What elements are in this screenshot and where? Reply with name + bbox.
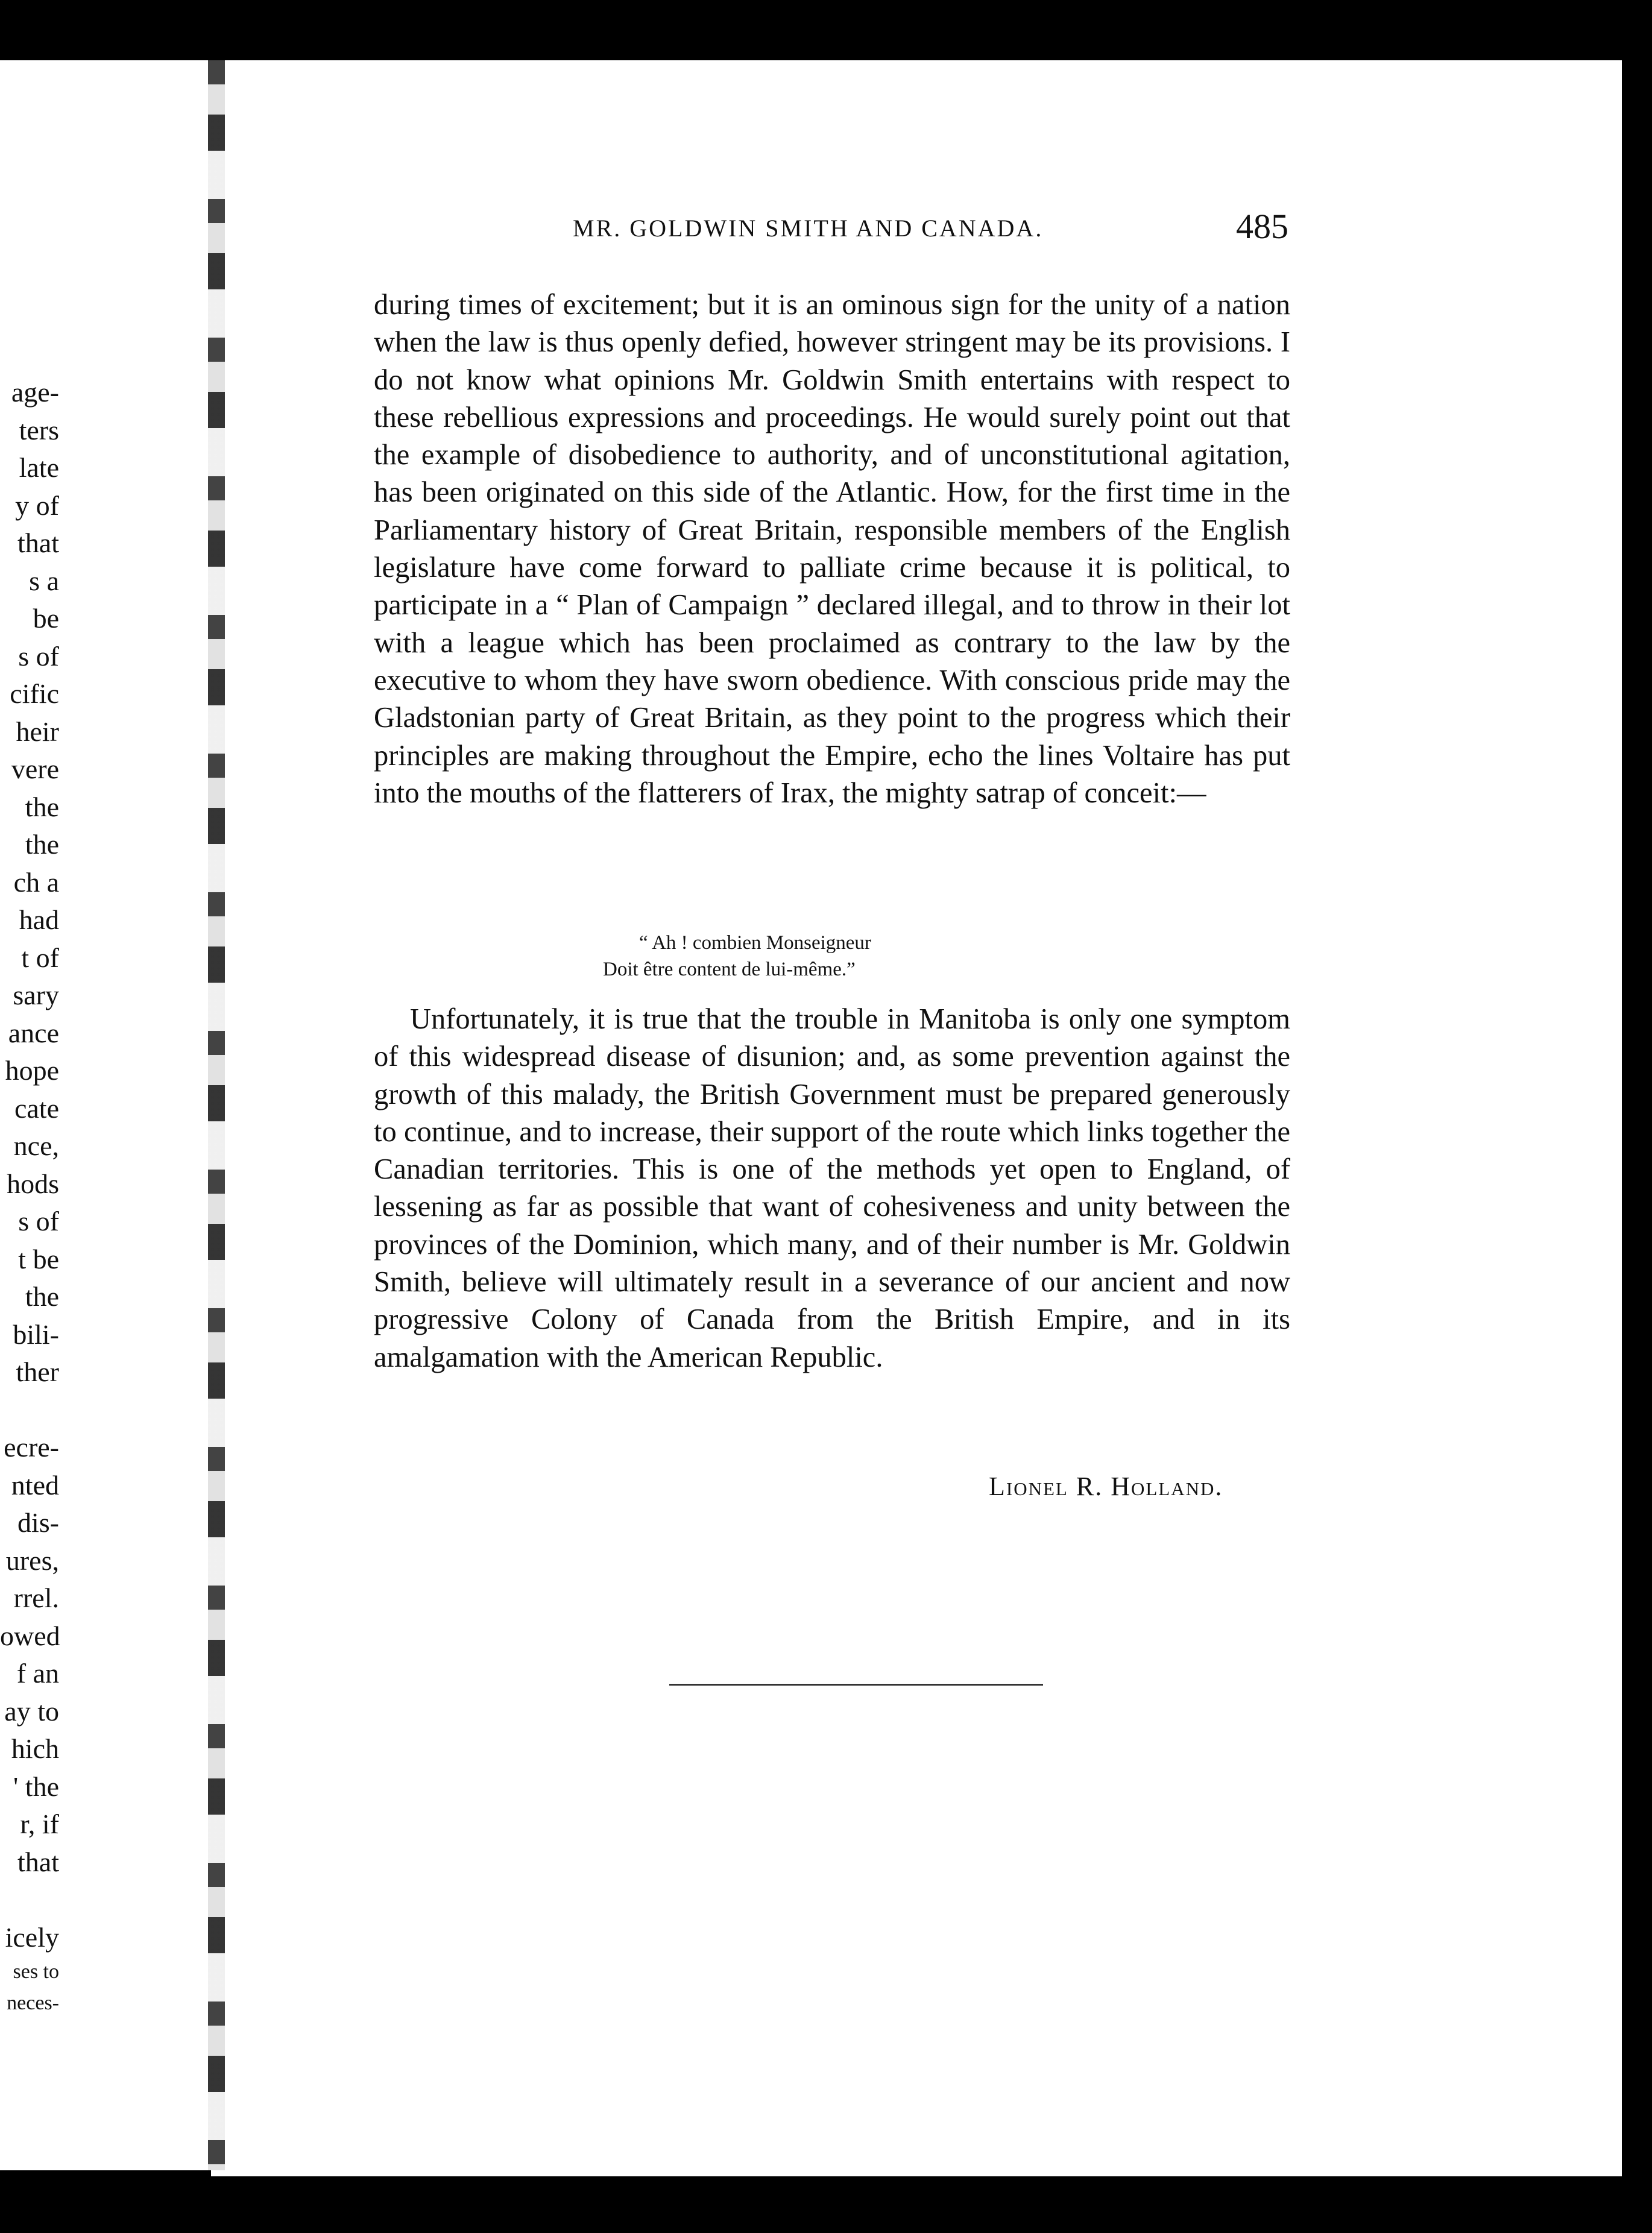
left-fragment-footnote-line: ses to — [13, 1961, 59, 1983]
left-fragment-line: ures, — [5, 1545, 59, 1576]
verse-quote — [603, 930, 871, 983]
left-fragment-line: ters — [19, 414, 59, 446]
left-fragment-line: vere — [11, 754, 59, 784]
left-fragment-line: t be — [18, 1243, 59, 1274]
page-number: 485 — [1236, 207, 1288, 246]
left-fragment-line: that — [17, 528, 59, 558]
left-fragment-line: hods — [7, 1168, 59, 1199]
left-fragment-footnote-line: neces- — [7, 1992, 59, 2014]
left-fragment-line: late — [19, 452, 59, 483]
left-fragment-line: had — [19, 904, 59, 935]
left-fragment-line: nce, — [13, 1130, 59, 1161]
left-fragment-line: r, if — [20, 1809, 59, 1839]
left-fragment-line: ay to — [4, 1695, 59, 1727]
left-fragment-line: owed — [0, 1620, 60, 1651]
paragraph-2: Unfortunately, it is true that the trouble in Manitoba is only one symptom of this widespread disease of disunion; and, as some prevention against the growth of this malady, the British Government must be prepared generously to continue, and to increase, their support of the route which links together the Canadian territories. This is one of the methods yet open to England, of lessening as far as possible that want of cohesiveness and unity between the provinces of the Dominion, which many, and of their number is Mr. Goldwin Smith, believe will ultimately result in a severance of our ancient and now progressive Colony of Canada from the British Empire, and in its amalgamation with the American Republic. — [374, 1003, 1290, 1373]
left-fragment-line: s of — [18, 1206, 59, 1236]
left-fragment-line: heir — [16, 716, 59, 747]
left-fragment-line: ' the — [13, 1771, 59, 1802]
left-fragment-line: that — [17, 1846, 59, 1877]
book-gutter — [208, 60, 225, 2170]
left-fragment-line: sary — [13, 980, 59, 1010]
left-fragment-line: f an — [16, 1658, 59, 1689]
left-fragment-line: rrel. — [13, 1583, 59, 1613]
paragraph-1: during times of excitement; but it is an ominous sign for the unity of a nation when the law is thus openly defied, however stringent may be its provisions. I do not know what opinions Mr. Goldwin Smith entertains with respect to these rebellious expressions and proceedings. He would surely point out that the example of disobedience to authority, and of unconstitutional agitation, has been originated on this side of the Atlantic. How, for the first time in the Parliamentary history of Great Britain, responsible members of the English legislature have come forward to palliate crime because it is political, to participate in a “ Plan of Campaign ” declared illegal, and to throw in their lot with a league which has been proclaimed as contrary to the law by the executive to whom they have sworn obedience. With conscious pride may the Gladstonian party of Great Britain, as they point to the progress which their principles are making throughout the Empire, echo the lines Voltaire has put into the mouths of the flatterers of Irax, the mighty satrap of conceit:— — [374, 289, 1290, 809]
left-fragment-line: t of — [21, 942, 59, 973]
left-fragment-line: dis- — [17, 1507, 59, 1538]
left-fragment-line: s a — [29, 565, 59, 596]
left-fragment-line: s of — [18, 640, 59, 672]
section-divider — [669, 1684, 1043, 1686]
left-fragment-line: nted — [11, 1469, 59, 1501]
left-page-text-fragment — [0, 374, 59, 2019]
left-fragment-line: ch a — [13, 866, 59, 898]
left-fragment-line: hope — [5, 1055, 59, 1086]
left-fragment-line — [0, 1391, 59, 1429]
left-fragment-line: ecre- — [4, 1432, 59, 1463]
running-title: MR. GOLDWIN SMITH AND CANADA. — [573, 215, 1044, 242]
left-fragment-line: the — [25, 1281, 59, 1312]
left-fragment-line: cific — [10, 678, 59, 709]
left-fragment-line: cate — [14, 1092, 59, 1124]
left-fragment-line: y of — [15, 490, 59, 521]
main-text — [374, 286, 1290, 812]
quote-line-2: Doit être content de lui-même.” — [603, 959, 856, 980]
author-signature: Lionel R. Holland. — [989, 1472, 1223, 1501]
quote-line-1: “ Ah ! combien Monseigneur — [639, 932, 871, 954]
left-fragment-line: ther — [16, 1356, 59, 1387]
main-text-continued — [374, 1001, 1290, 1376]
left-page — [0, 60, 211, 2170]
left-fragment-line: bili- — [13, 1318, 59, 1350]
left-fragment-line: icely — [5, 1921, 59, 1953]
left-fragment-line: age- — [11, 377, 59, 408]
left-fragment-line: the — [25, 829, 59, 860]
left-fragment-line: ance — [8, 1017, 59, 1048]
left-fragment-line — [0, 1881, 59, 1919]
left-fragment-line: the — [25, 791, 59, 822]
left-fragment-line: hich — [11, 1733, 59, 1764]
left-fragment-line: be — [33, 603, 59, 634]
